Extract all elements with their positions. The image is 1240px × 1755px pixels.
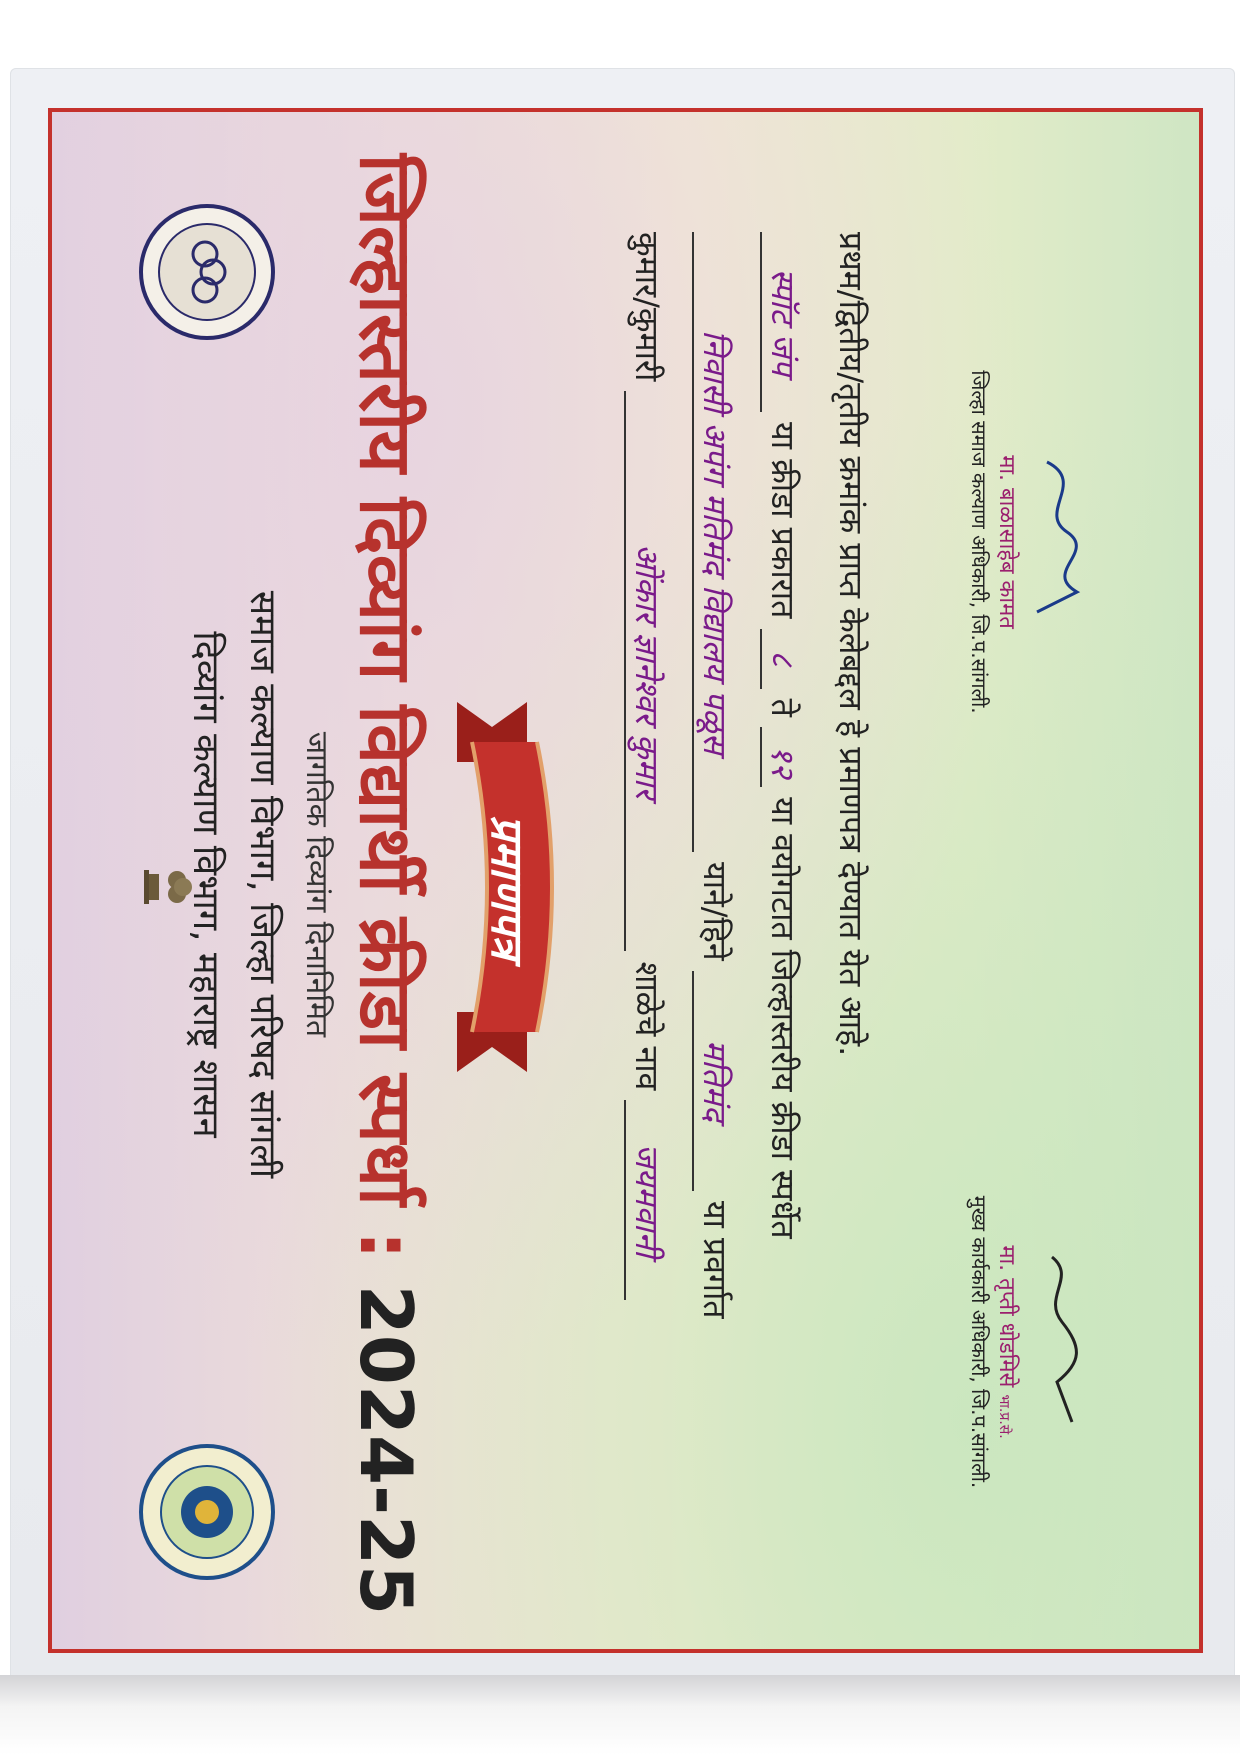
certificate-content [52,112,1203,1653]
signature-right-suffix: भा.प्र.से. [996,1394,1012,1439]
label-category-suffix: या प्रवर्गात [696,1200,734,1319]
certificate-frame [48,108,1203,1653]
header-occasion: जागतिक दिव्यांग दिनानिमित [299,731,334,1038]
zilla-parishad-seal-icon [137,1442,277,1582]
signature-right-designation: मुख्य कार्यकारी अधिकारी, जि.प.सांगली. [967,1195,991,1489]
certificate-title [339,112,437,1653]
signature-right-icon [1027,1242,1097,1442]
photo-background [0,1675,1240,1755]
label-school-name: शाळेचे नाव [628,961,666,1091]
samaj-kalyan-seal-icon [137,202,277,342]
signature-block-right [966,1172,1097,1512]
body-row-name [624,232,669,1562]
label-event-type: या क्रीडा प्रकारात [764,422,802,619]
label-te: ते [764,698,802,717]
field-event: स्पॉट जंप [760,232,805,412]
header-department: दिव्यांग कल्याण विभाग, महाराष्ट्र शासन [185,631,226,1138]
body-row-school [692,232,737,1562]
field-school-name-cont: निवासी अपंग मतिमंद विद्यालय पळूस [692,232,737,852]
field-school-name: जयमवानी [624,1100,669,1300]
field-age-from: ८ [760,629,805,689]
label-yane: याने/हिने [696,862,734,961]
ribbon-label: प्रमाणपत्र [481,815,532,959]
field-category: मतिमंद [692,971,737,1191]
field-student-name: ओंकार ज्ञानेश्वर कुमार [624,391,669,951]
signature-right-name [993,1172,1023,1512]
header-zilla-parishad: समाज कल्याण विभाग, जिल्हा परिषद सांगली [242,590,283,1179]
signature-right-name-text: मा. तृप्ती धोडमिसे [994,1245,1019,1388]
body-row-award: प्रथम/द्वितीय/तृतीय क्रमांक प्राप्त केलेबद्दल हे प्रमाणपत्र देण्यात येत आहे. [832,232,870,1057]
field-age-to: १२ [760,727,805,787]
label-kumar: कुमार/कुमारी [628,232,666,382]
signature-left-name: मा. बाळासाहेब कामत [994,455,1019,629]
title-text: जिल्हास्तरीय दिव्यांग विद्यार्थी क्रीडा स्पर्धा : [344,153,428,1260]
label-age-group: या वयोगटात जिल्हास्तरीय क्रीडा स्पर्धेत [764,797,802,1239]
signature-block-left [966,322,1097,762]
title-year: 2024-25 [344,1284,428,1616]
signature-left-designation: जिल्हा समाज कल्याण अधिकारी, जि.प.सांगली. [967,370,991,714]
signature-left-icon [1027,442,1097,642]
body-row-event [760,232,805,1562]
